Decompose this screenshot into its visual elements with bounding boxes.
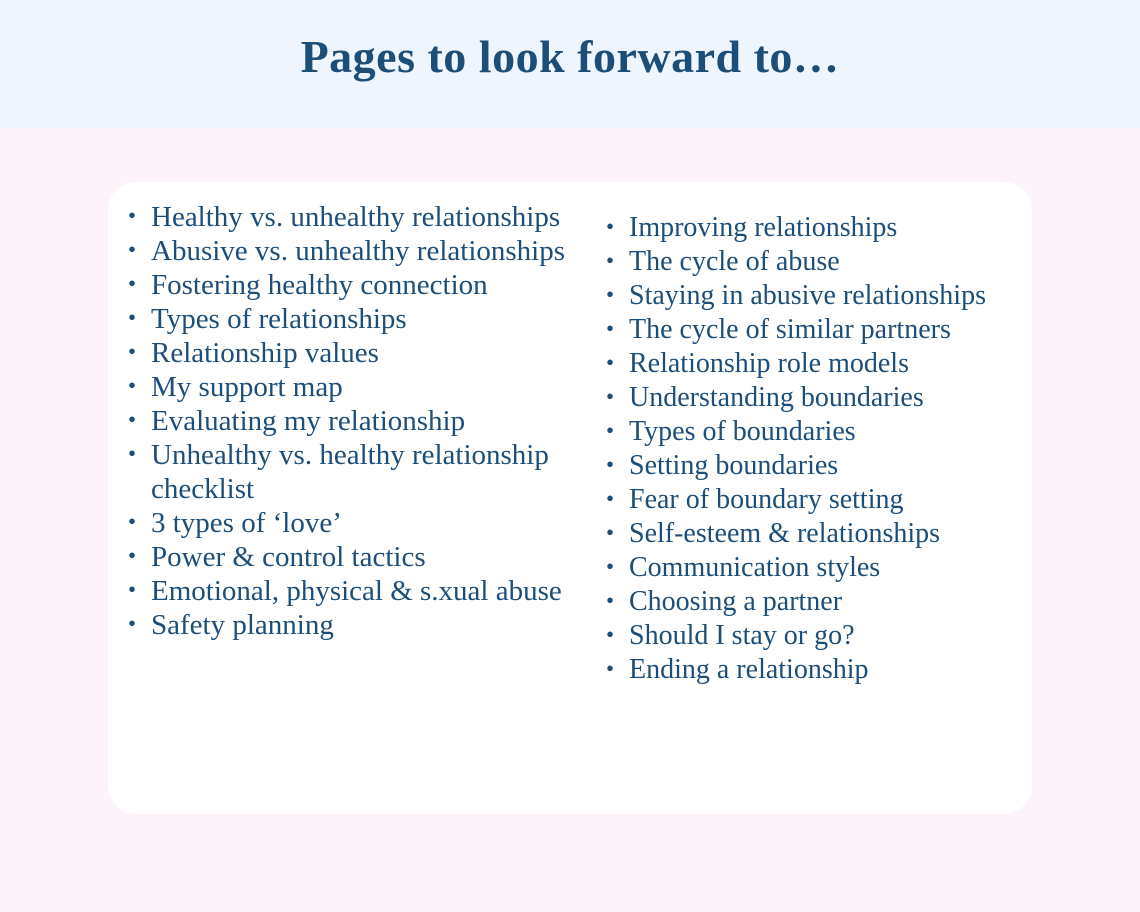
list-item: • Unhealthy vs. healthy relationship checklist <box>120 438 588 506</box>
list-item: • 3 types of ‘love’ <box>120 506 588 540</box>
content-card <box>108 182 1032 814</box>
list-item: • Evaluating my relationship <box>120 404 588 438</box>
left-column-list <box>120 200 588 642</box>
left-column <box>108 182 598 814</box>
list-item: • Understanding boundaries <box>598 381 1022 415</box>
list-item: • Types of relationships <box>120 302 588 336</box>
right-column <box>598 182 1032 814</box>
list-item: • The cycle of similar partners <box>598 313 1022 347</box>
list-item: • Should I stay or go? <box>598 619 1022 653</box>
list-item: • Abusive vs. unhealthy relationships <box>120 234 588 268</box>
list-item: • Relationship role models <box>598 347 1022 381</box>
list-item: • Setting boundaries <box>598 449 1022 483</box>
list-item: • Communication styles <box>598 551 1022 585</box>
list-item: • Self-esteem & relationships <box>598 517 1022 551</box>
page-title: Pages to look forward to… <box>300 31 840 82</box>
list-item: • My support map <box>120 370 588 404</box>
list-item: • Safety planning <box>120 608 588 642</box>
right-column-list <box>598 211 1022 687</box>
list-item: • Types of boundaries <box>598 415 1022 449</box>
list-item: • Choosing a partner <box>598 585 1022 619</box>
list-item: • The cycle of abuse <box>598 245 1022 279</box>
list-item: • Healthy vs. unhealthy relationships <box>120 200 588 234</box>
list-item: • Emotional, physical & s.xual abuse <box>120 574 588 608</box>
list-item: • Fear of boundary setting <box>598 483 1022 517</box>
content-columns <box>108 182 1032 814</box>
list-item: • Fostering healthy connection <box>120 268 588 302</box>
list-item: • Relationship values <box>120 336 588 370</box>
list-item: • Power & control tactics <box>120 540 588 574</box>
list-item: • Improving relationships <box>598 211 1022 245</box>
list-item: • Staying in abusive relationships <box>598 279 1022 313</box>
list-item: • Ending a relationship <box>598 653 1022 687</box>
